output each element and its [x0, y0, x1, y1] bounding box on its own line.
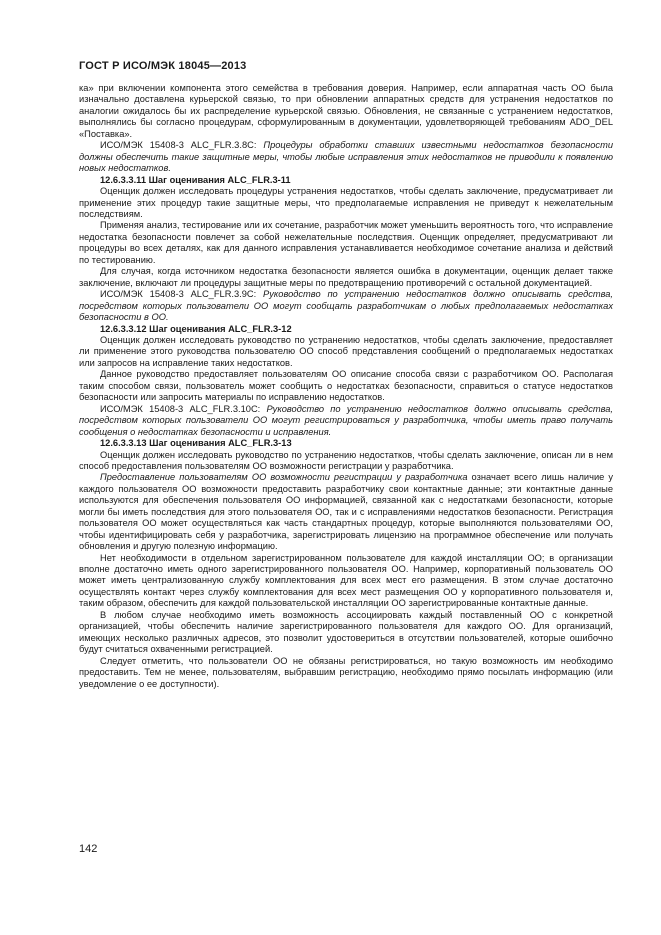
requirement-ref: ИСО/МЭК 15408-3 ALC_FLR.3.9C:: [100, 289, 264, 300]
paragraph: Следует отметить, что пользователи ОО не обязаны регистрироваться, но такую возможность им необходимо предоставить. Тем не менее, пользователям, выбравшим регистрацию, необходимо прямо посылать информацию (или уведомление о ее доступности).: [79, 655, 613, 689]
requirement-ref: ИСО/МЭК 15408-3 ALC_FLR.3.10C:: [100, 403, 267, 414]
paragraph: Применяя анализ, тестирование или их сочетание, разработчик может уменьшить вероятность того, что исправление недостатка безопасности повлечет за собой нежелательные последствия. Оценщик определяет, предусматривают ли процедуры во всех деталях, как для данного исправления устанавливается необходимое сочетание анализа и действий по тестированию.: [79, 220, 613, 265]
paragraph: Оценщик должен исследовать процедуры устранения недостатков, чтобы сделать заключение, предусматривает ли применение этих процедур такие защитные меры, что предполагаемые исправления не приведут к нежелательным последствиям.: [79, 186, 613, 219]
requirement-text: Процедуры обработки ставших известными недостатков безопасности должны обеспечить такие защитные меры, чтобы любые исправления этих недостатков не приводили к появлению новых недостатков.: [79, 140, 613, 174]
requirement-paragraph: [79, 404, 613, 438]
requirement-ref: ИСО/МЭК 15408-3 ALC_FLR.3.8C:: [100, 140, 264, 151]
section-heading: 12.6.3.3.13 Шаг оценивания ALC_FLR.3-13: [100, 438, 292, 449]
paragraph: ка» при включении компонента этого семейства в требования доверия. Например, если аппаратная часть ОО была изначально доставлена курьерской связью, то при обновлении аппаратных средств для устранения недостатков по аналогии ожидалось бы их распределение курьерской связью. Обновления, не связанные с устранением недостатков, выполнялись бы согласно процедурам, сформулированным в документации, удовлетворяющей требованиям ADO_DEL «Поставка».: [79, 83, 613, 139]
paragraph: Данное руководство предоставляет пользователям ОО описание способа связи с разработчиком ОО. Располагая таким способом связи, пользователь может сообщить о недостатках безопасности, справиться о статусе недостатков безопасности или запросить материалы по исправлению недостатков.: [79, 369, 613, 403]
standard-header: ГОСТ Р ИСО/МЭК 18045—2013: [79, 60, 247, 72]
paragraph: Для случая, когда источником недостатка безопасности является ошибка в документации, оценщик делает также заключение, включают ли процедуры защитные меры по предотвращению противоречий с остальной документацией.: [79, 266, 613, 288]
paragraph: Оценщик должен исследовать руководство по устранению недостатков, чтобы сделать заключение, описан ли в нем способ предоставления пользователям ОО возможности регистрации у разработчика.: [79, 449, 613, 471]
requirement-paragraph: [79, 140, 613, 174]
section-heading: 12.6.3.3.12 Шаг оценивания ALC_FLR.3-12: [100, 323, 292, 334]
body-text: [79, 83, 613, 690]
page-number: 142: [79, 843, 98, 855]
italic-term: Предоставление пользователям ОО возможности регистрации у разработчика: [100, 472, 468, 483]
paragraph: Оценщик должен исследовать руководство по устранению недостатков, чтобы сделать заключение, предоставляет ли применение этого руководства пользователю ОО способ представления сообщений о предполагаемых недостатках или запросов на исправление таких недостатков.: [79, 334, 613, 368]
paragraph: В любом случае необходимо иметь возможность ассоциировать каждый поставленный ОО с конкретной организацией, чтобы обеспечить наличие зарегистрированного пользователя для каждого ОО. Для организаций, имеющих несколько различных адресов, это позволит удостовериться в отсутствии пользователей, которые ошибочно будут считаться охваченными регистрацией.: [79, 609, 613, 655]
requirement-text: Руководство по устранению недостатков должно описывать средства, посредством которых пользователи ОО могут регистрироваться у разработчика, чтобы иметь право получать сообщения о недостатках безопасности и исправления.: [79, 403, 613, 437]
requirement-paragraph: [79, 289, 613, 323]
paragraph: Нет необходимости в отдельном зарегистрированном пользователе для каждой инсталляции ОО; в организации вполне достаточно иметь одного зарегистрированного пользователя ОО. Например, корпоративный пользователь ОО может иметь централизованную службу комплектования для всех мест его размещения. В этом случае достаточно осуществлять контакт через службу комплектования для всех мест размещения ОО у корпоративного пользователя и, таким образом, обеспечить для каждой пользовательской инсталляции ОО зарегистрированные контактные данные.: [79, 552, 613, 609]
paragraph: Предоставление пользователям ОО возможности регистрации у разработчика означает всего лишь наличие у каждого пользователя ОО возможности предоставить разработчику свои контактные данные; эти контактные данные используются для обеспечения пользователя ОО информацией, связанной как с недостатками безопасности, которые могли бы иметь последствия для этого пользователя ОО, так и с исправлениями недостатков безопасности. Регистрация пользователя ОО может осуществляться как часть стандартных процедур, которые выполняются пользователями ОО, чтобы идентифицировать себя у разработчика, зарегистрировать лицензию на программное обеспечение или получать обновления и другую полезную информацию.: [79, 472, 613, 552]
section-heading: 12.6.3.3.11 Шаг оценивания ALC_FLR.3-11: [100, 174, 291, 185]
requirement-text: Руководство по устранению недостатков должно описывать средства, посредством которых пользователи ОО могут сообщать разработчикам о любых предполагаемых недостатках безопасности в ОО.: [79, 289, 614, 323]
